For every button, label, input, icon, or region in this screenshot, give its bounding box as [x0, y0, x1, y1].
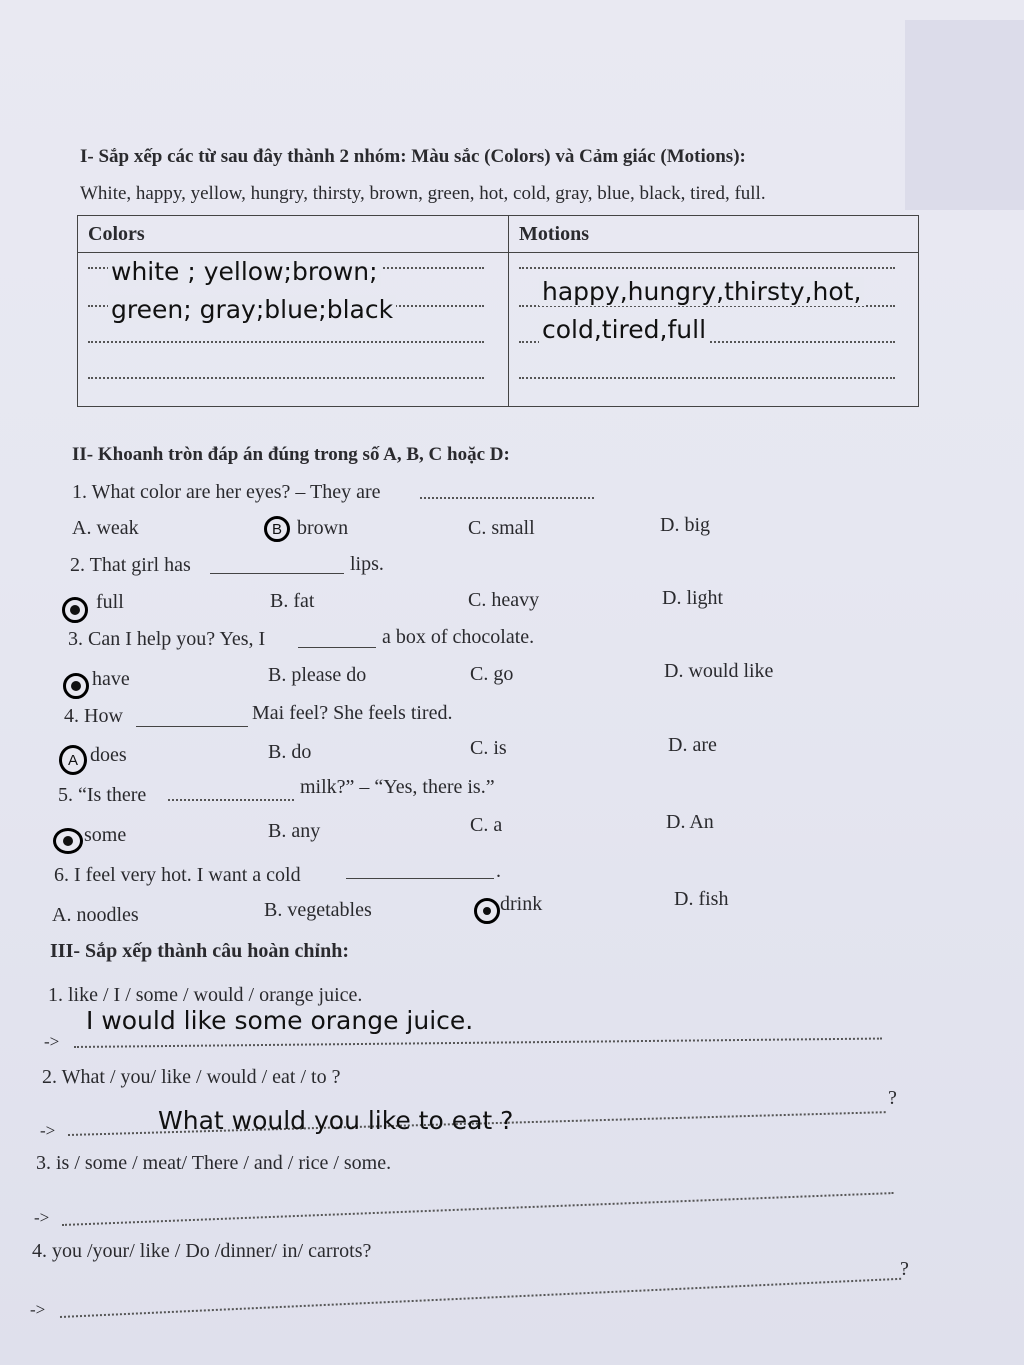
q4-circled-answer-marker: A	[59, 745, 87, 775]
section3-heading: III- Sắp xếp thành câu hoàn chỉnh:	[50, 940, 349, 962]
sentence-3-arrow: ->	[34, 1208, 50, 1227]
q6-circled-answer-marker	[474, 898, 500, 924]
motions-column-header: Motions	[509, 216, 919, 253]
q6-option-a[interactable]: A. noodles	[52, 904, 139, 926]
question-5-text-start: 5. “Is there	[58, 784, 147, 806]
section1-word-list: White, happy, yellow, hungry, thirsty, brown, green, hot, cold, gray, blue, black, tired, full.	[80, 183, 766, 204]
q3-option-c[interactable]: C. go	[470, 663, 514, 685]
q6-option-d[interactable]: D. fish	[674, 888, 729, 910]
colors-answer-line2: green; gray;blue;black	[108, 295, 396, 324]
q5-option-b[interactable]: B. any	[268, 820, 321, 842]
q1-option-c[interactable]: C. small	[468, 517, 535, 539]
q2-option-c[interactable]: C. heavy	[468, 589, 540, 611]
sentence-2-answer[interactable]: What would you like to eat ?	[158, 1106, 514, 1135]
question-3-text-end: a box of chocolate.	[382, 626, 535, 648]
sorting-table	[77, 215, 919, 407]
q3-circled-answer-marker	[63, 673, 89, 699]
colors-answer-line1: white ; yellow;brown;	[108, 257, 381, 286]
question-4-text-end: Mai feel? She feels tired.	[252, 702, 453, 724]
question-5-text-end: milk?” – “Yes, there is.”	[300, 776, 495, 798]
question-4-text-start: 4. How	[64, 705, 123, 727]
section2-heading: II- Khoanh tròn đáp án đúng trong số A, B, C hoặc D:	[72, 444, 510, 465]
q1-circled-answer-marker: B	[264, 516, 290, 542]
sentence-1-prompt: 1. like / I / some / would / orange juice.	[48, 984, 363, 1006]
q4-option-a[interactable]: does	[90, 744, 127, 766]
question-2-text-end: lips.	[350, 553, 384, 575]
question-6-text-end: .	[496, 860, 501, 882]
question-2-text-start: 2. That girl has	[70, 554, 191, 576]
q3-option-b[interactable]: B. please do	[268, 664, 367, 686]
q1-option-d[interactable]: D. big	[660, 514, 710, 536]
paper-fold	[905, 20, 1024, 210]
q5-option-a[interactable]: some	[84, 824, 127, 846]
q6-option-b[interactable]: B. vegetables	[264, 899, 372, 921]
q4-option-d[interactable]: D. are	[668, 734, 717, 756]
q1-option-b[interactable]: brown	[297, 517, 349, 539]
question-6-text-start: 6. I feel very hot. I want a cold	[54, 864, 301, 886]
motions-answer-line2: cold,tired,full	[539, 315, 709, 344]
colors-column-header: Colors	[78, 216, 509, 253]
colors-cell[interactable]	[78, 253, 509, 407]
sentence-2-question-mark: ?	[888, 1087, 897, 1109]
motions-answer-line1: happy,hungry,thirsty,hot,	[539, 277, 864, 306]
q5-option-c[interactable]: C. a	[470, 814, 503, 836]
sentence-4-arrow: ->	[30, 1300, 46, 1319]
sentence-4-question-mark: ?	[900, 1258, 909, 1280]
q2-option-a[interactable]: full	[96, 591, 124, 613]
sentence-2-prompt: 2. What / you/ like / would / eat / to ?	[42, 1066, 341, 1088]
motions-cell[interactable]	[509, 253, 919, 407]
sentence-3-prompt: 3. is / some / meat/ There / and / rice / some.	[36, 1152, 392, 1174]
q4-option-b[interactable]: B. do	[268, 741, 312, 763]
q3-option-a[interactable]: have	[92, 668, 130, 690]
q5-option-d[interactable]: D. An	[666, 811, 714, 833]
section1-heading: I- Sắp xếp các từ sau đây thành 2 nhóm: Màu sắc (Colors) và Cảm giác (Motions):	[80, 146, 746, 167]
q3-option-d[interactable]: D. would like	[664, 660, 774, 682]
q5-circled-answer-marker	[53, 828, 83, 854]
sentence-1-arrow: ->	[44, 1032, 60, 1051]
sentence-1-answer[interactable]: I would like some orange juice.	[86, 1006, 474, 1035]
q1-option-a[interactable]: A. weak	[72, 517, 139, 539]
question-3-text-start: 3. Can I help you? Yes, I	[68, 628, 266, 650]
question-1-text: 1. What color are her eyes? – They are	[72, 481, 381, 503]
q2-circled-answer-marker	[62, 597, 88, 623]
sentence-4-prompt: 4. you /your/ like / Do /dinner/ in/ carrots?	[32, 1240, 372, 1262]
q4-option-c[interactable]: C. is	[470, 737, 507, 759]
sentence-2-arrow: ->	[40, 1121, 56, 1140]
q2-option-b[interactable]: B. fat	[270, 590, 315, 612]
q2-option-d[interactable]: D. light	[662, 587, 724, 609]
q6-option-c[interactable]: drink	[500, 893, 543, 915]
